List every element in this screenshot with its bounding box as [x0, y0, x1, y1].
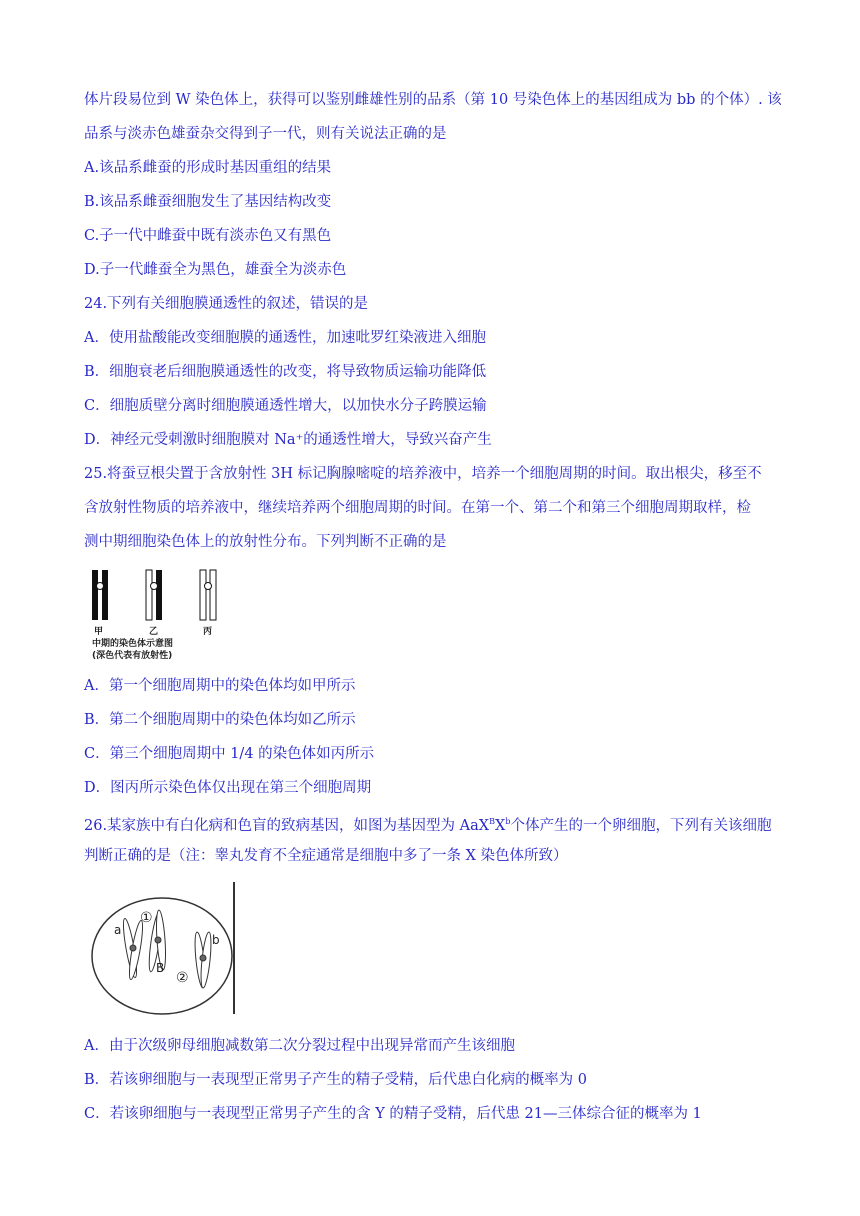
q24-option-a: A．使用盐酸能改变细胞膜的通透性，加速吡罗红染液进入细胞: [84, 330, 486, 346]
figure-caption-1: 中期的染色体示意图: [92, 639, 174, 649]
q25-stem-line-3: 测中期细胞染色体上的放射性分布。下列判断不正确的是: [84, 534, 447, 550]
label-bing: 丙: [203, 627, 213, 637]
label-yi: 乙: [149, 627, 159, 637]
q23-option-d: D.子一代雌蚕全为黑色，雄蚕全为淡赤色: [84, 262, 347, 278]
q24-stem: 24.下列有关细胞膜通透性的叙述，错误的是: [84, 296, 369, 312]
q24-option-d: D．神经元受刺激时细胞膜对 Na⁺的通透性增大，导致兴奋产生: [84, 432, 492, 448]
q23-option-c: C.子一代中雌蚕中既有淡赤色又有黑色: [84, 228, 332, 244]
q25-stem-line-1: 25.将蚕豆根尖置于含放射性 3H 标记胸腺嘧啶的培养液中，培养一个细胞周期的时间。取出根尖，移至不: [84, 466, 762, 482]
q25-option-c: C．第三个细胞周期中 1/4 的染色体如丙所示: [84, 746, 375, 762]
gene-B: B: [156, 961, 165, 975]
q26-option-c: C．若该卵细胞与一表现型正常男子产生的含 Y 的精子受精，后代患 21—三体综合征的概率为 1: [84, 1106, 702, 1122]
mark-2: ②: [176, 970, 189, 986]
gene-a: a: [114, 923, 122, 937]
chromosome-yi: [146, 570, 162, 620]
chromosome-diagram: [86, 568, 226, 624]
q26-stem-line-1: 26.某家族中有白化病和色盲的致病基因，如图为基因型为 $AaX^BX^b$个体产生的一个卵细胞，下列有关该细胞: [84, 817, 772, 834]
q26-option-a: A．由于次级卵母细胞减数第二次分裂过程中出现异常而产生该细胞: [84, 1038, 515, 1054]
chromosome-jia: [92, 570, 108, 620]
q23-stem-line-1: 体片段易位到 W 染色体上，获得可以鉴别雌雄性别的品系（第 10 号染色体上的基因组成为 bb 的个体）. 该: [84, 92, 782, 108]
q23-option-a: A.该品系雌蚕的形成时基因重组的结果: [84, 160, 332, 176]
q25-option-d: D．图丙所示染色体仅出现在第三个细胞周期: [84, 780, 372, 796]
q26-option-b: B．若该卵细胞与一表现型正常男子产生的精子受精，后代患白化病的概率为 0: [84, 1072, 587, 1088]
mark-1: ①: [140, 910, 153, 926]
chromosome-2: [193, 932, 213, 989]
q25-stem-line-2: 含放射性物质的培养液中，继续培养两个细胞周期的时间。在第一个、第二个和第三个细胞周期取样，检: [84, 500, 751, 516]
q23-option-b: B.该品系雌蚕细胞发生了基因结构改变: [84, 194, 332, 210]
q24-option-c: C．细胞质壁分离时细胞膜通透性增大，以加快水分子跨膜运输: [84, 398, 487, 414]
q26-egg-cell-figure: [88, 878, 238, 1018]
q25-option-a: A．第一个细胞周期中的染色体均如甲所示: [84, 678, 356, 694]
superscript-b: b: [505, 817, 511, 826]
q24-option-b: B．细胞衰老后细胞膜通透性的改变，将导致物质运输功能降低: [84, 364, 487, 380]
q25-chromosome-figure: [86, 568, 226, 660]
q25-option-b: B．第二个细胞周期中的染色体均如乙所示: [84, 712, 356, 728]
chromosome-1: [121, 918, 145, 980]
figure-caption-2: (深色代表有放射性): [92, 651, 173, 661]
label-jia: 甲: [94, 627, 104, 637]
egg-cell-diagram: [88, 878, 238, 1018]
q23-stem-line-2: 品系与淡赤色雄蚕杂交得到子一代，则有关说法正确的是: [84, 126, 447, 142]
q26-stem-line-2: 判断正确的是（注：睾丸发育不全症通常是细胞中多了一条 X 染色体所致）: [84, 848, 568, 864]
gene-b: b: [212, 933, 220, 947]
chromosome-bing: [200, 570, 216, 620]
superscript-B: B: [489, 817, 495, 826]
